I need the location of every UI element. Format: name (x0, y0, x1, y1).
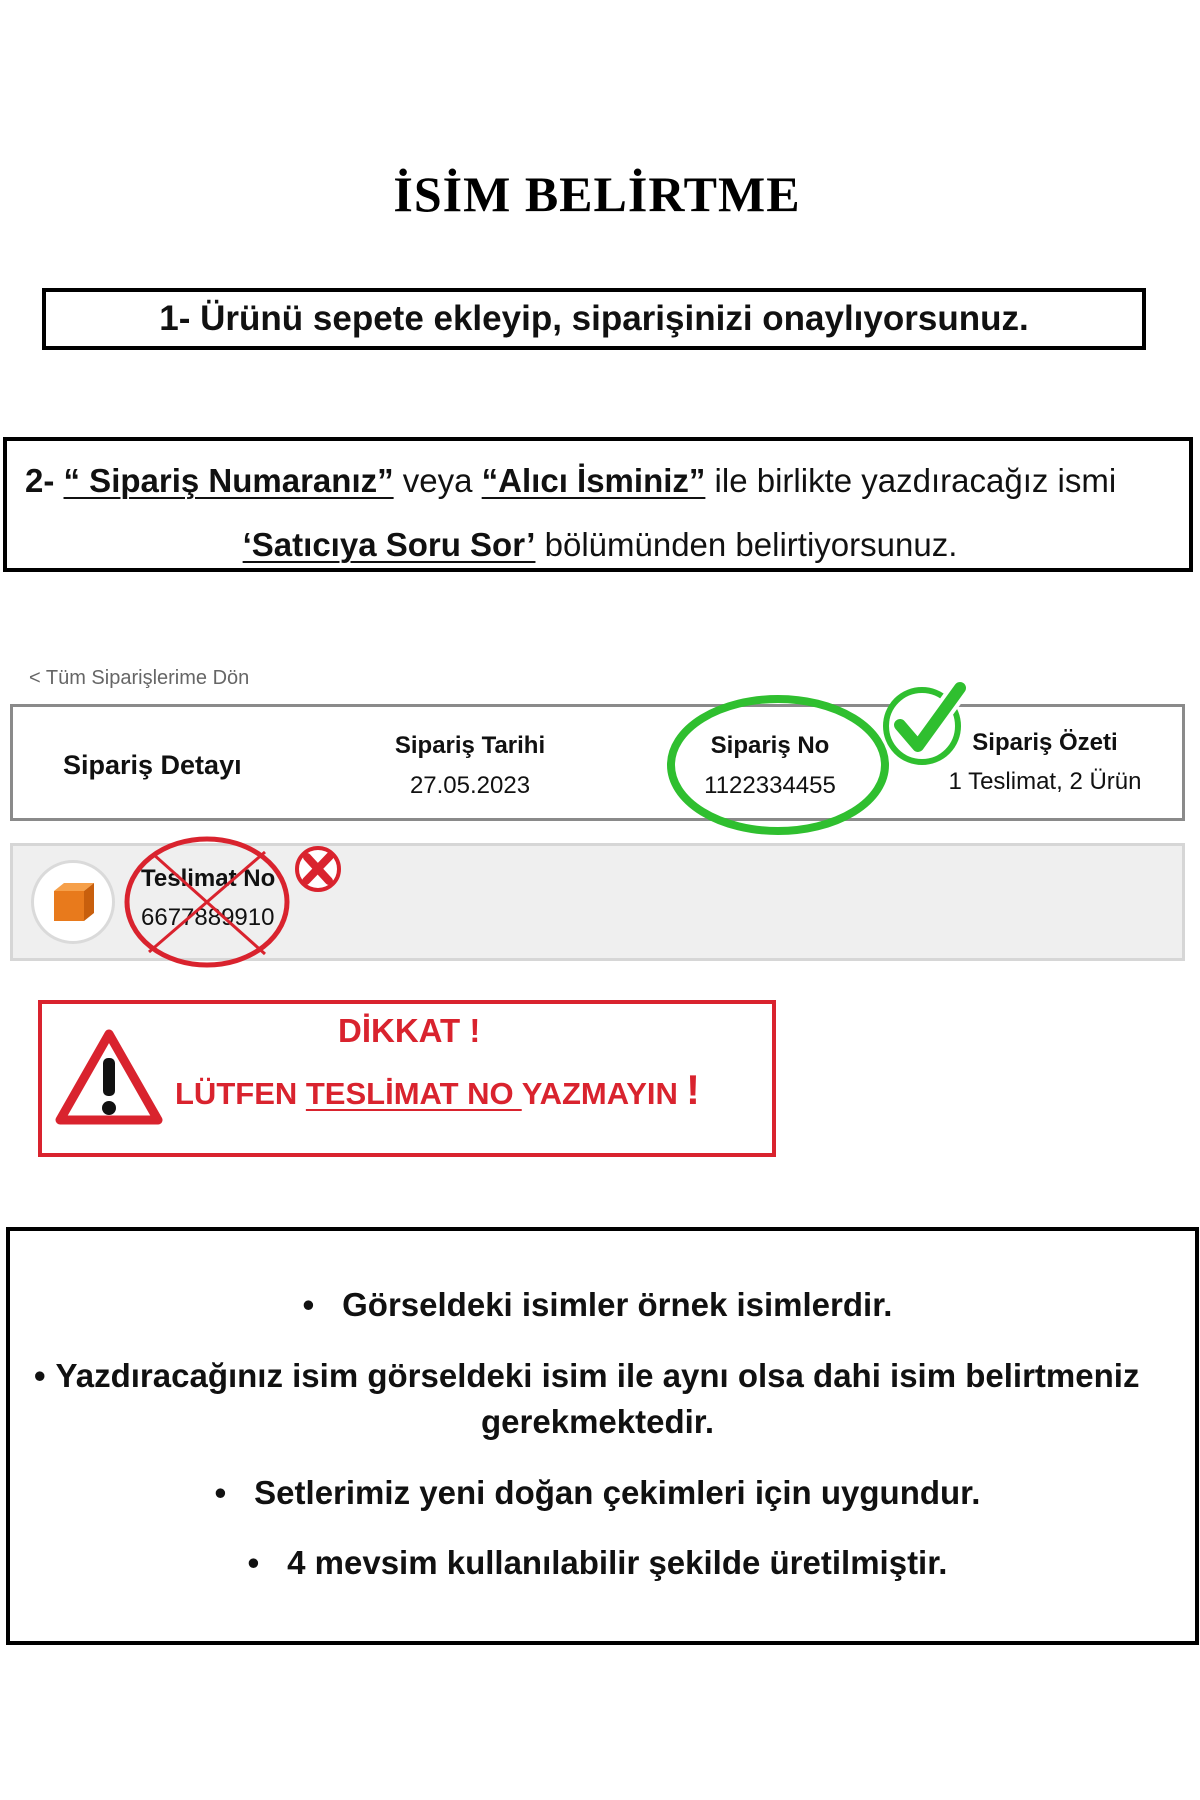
back-to-orders-link[interactable]: < Tüm Siparişlerime Dön (29, 667, 250, 689)
step-2-veya: veya (393, 462, 482, 499)
step-2-prefix: 2- (25, 462, 64, 499)
delivery-number-label: Teslimat No (141, 865, 276, 892)
step-2-box (3, 437, 1193, 572)
note-text: 4 mevsim kullanılabilir şekilde üretilmiştir. (287, 1544, 948, 1581)
note-text: Yazdıracağınız isim görseldeki isim ile aynı olsa dahi isim belirtmeniz gerekmektedir. (55, 1357, 1140, 1440)
warning-text (175, 1066, 700, 1114)
note-item (20, 1353, 1175, 1445)
order-number-title: Sipariş No (710, 732, 830, 759)
order-summary-value: 1 Teslimat, 2 Ürün (948, 768, 1142, 795)
order-detail-title: Sipariş Detayı (63, 750, 242, 780)
note-item (20, 1540, 1175, 1586)
delivery-number-crossed-icon (119, 832, 295, 972)
note-item (20, 1282, 1175, 1328)
warning-text-before: LÜTFEN (175, 1076, 306, 1111)
bullet-icon: • (214, 1474, 227, 1511)
order-number-value: 1122334455 (704, 772, 836, 799)
note-item (20, 1470, 1175, 1516)
step-2-line-2 (25, 513, 1175, 577)
receiver-name-label: “Alıcı İsminiz” (481, 462, 706, 499)
step-1-box (42, 288, 1146, 350)
step-2-line-1 (25, 449, 1175, 513)
order-date-label: Sipariş Tarihi (394, 732, 546, 759)
order-summary-label: Sipariş Özeti (972, 729, 1118, 756)
note-text: Görseldeki isimler örnek isimlerdir. (342, 1286, 893, 1323)
step-2-rest-1: ile birlikte yazdıracağız ismi (705, 462, 1117, 499)
note-text: Setlerimiz yeni doğan çekimleri için uygundur. (254, 1474, 981, 1511)
warning-text-underlined: TESLİMAT NO (305, 1076, 522, 1111)
order-number-label: “ Sipariş Numaranız” (63, 462, 394, 499)
warning-text-after: YAZMAYIN (521, 1076, 678, 1111)
order-number-highlight-icon (664, 693, 892, 838)
ask-seller-label: ‘Satıcıya Soru Sor’ (242, 526, 536, 563)
page-title: İSİM BELİRTME (393, 166, 801, 222)
bullet-icon: • (247, 1544, 260, 1581)
step-2-rest-2: bölümünden belirtiyorsunuz. (535, 526, 958, 563)
warning-triangle-icon (54, 1028, 164, 1128)
delivery-number-value: 6677889910 (141, 904, 275, 931)
bullet-icon: • (302, 1286, 315, 1323)
check-icon (880, 680, 970, 770)
step-1-text: 1- Ürünü sepete ekleyip, siparişinizi onaylıyorsunuz. (159, 299, 1029, 338)
cross-icon (292, 843, 344, 895)
package-icon (50, 879, 96, 925)
bullet-icon: • (34, 1357, 46, 1394)
warning-title: DİKKAT ! (338, 1012, 481, 1049)
order-date-value: 27.05.2023 (409, 772, 531, 799)
warning-exclamation: ! (685, 1066, 700, 1113)
